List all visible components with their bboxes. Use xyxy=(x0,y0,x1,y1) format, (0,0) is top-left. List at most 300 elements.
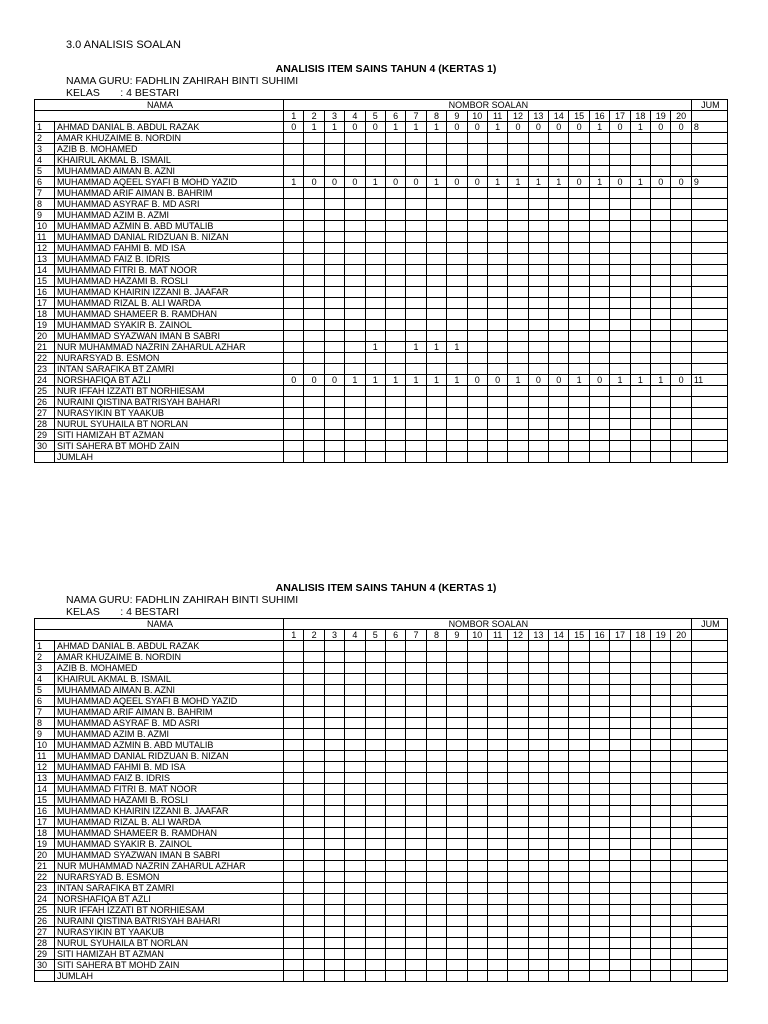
score-cell xyxy=(324,718,344,729)
score-cell xyxy=(589,298,609,309)
score-cell xyxy=(304,916,324,927)
score-cell xyxy=(630,685,650,696)
score-cell xyxy=(671,243,691,254)
score-cell xyxy=(589,861,609,872)
row-number: 15 xyxy=(35,795,55,806)
row-number: 22 xyxy=(35,353,55,364)
score-cell xyxy=(671,419,691,430)
score-cell xyxy=(569,199,589,210)
score-cell xyxy=(284,883,304,894)
score-cell xyxy=(630,740,650,751)
student-row xyxy=(35,773,728,784)
score-cell xyxy=(345,232,365,243)
score-cell xyxy=(508,960,528,971)
score-cell xyxy=(528,652,548,663)
score-cell xyxy=(651,762,671,773)
score-cell xyxy=(671,740,691,751)
score-cell xyxy=(569,353,589,364)
score-cell xyxy=(671,133,691,144)
score-cell xyxy=(508,652,528,663)
student-row xyxy=(35,166,728,177)
score-cell xyxy=(385,960,405,971)
score-cell xyxy=(385,674,405,685)
score-cell xyxy=(284,685,304,696)
score-cell xyxy=(284,861,304,872)
score-cell xyxy=(589,652,609,663)
score-cell xyxy=(671,155,691,166)
score-cell xyxy=(671,276,691,287)
score-cell xyxy=(549,199,569,210)
total-cell xyxy=(691,971,727,982)
score-cell: 0 xyxy=(487,375,507,386)
score-cell xyxy=(426,872,446,883)
score-cell xyxy=(467,331,487,342)
score-cell xyxy=(569,872,589,883)
score-cell xyxy=(610,133,630,144)
student-row xyxy=(35,883,728,894)
score-cell xyxy=(426,817,446,828)
total-cell xyxy=(691,430,727,441)
score-cell xyxy=(284,729,304,740)
score-cell xyxy=(284,254,304,265)
score-cell xyxy=(447,850,467,861)
score-cell xyxy=(324,342,344,353)
question-number: 13 xyxy=(528,630,548,641)
score-cell xyxy=(406,408,426,419)
student-row xyxy=(35,408,728,419)
question-number: 19 xyxy=(651,111,671,122)
score-cell xyxy=(569,331,589,342)
score-cell xyxy=(345,707,365,718)
student-row xyxy=(35,331,728,342)
student-name: MUHAMMAD FAIZ B. IDRIS xyxy=(55,773,284,784)
score-cell xyxy=(671,210,691,221)
score-cell xyxy=(630,762,650,773)
student-name: MUHAMMAD SYAKIR B. ZAINOL xyxy=(55,320,284,331)
score-cell xyxy=(426,320,446,331)
score-cell xyxy=(569,696,589,707)
score-cell xyxy=(569,408,589,419)
score-cell xyxy=(426,221,446,232)
score-cell xyxy=(569,430,589,441)
score-cell xyxy=(284,762,304,773)
score-cell xyxy=(589,254,609,265)
score-cell xyxy=(385,927,405,938)
score-cell xyxy=(345,276,365,287)
student-name: INTAN SARAFIKA BT ZAMRI xyxy=(55,883,284,894)
student-name: MUHAMMAD SHAMEER B. RAMDHAN xyxy=(55,309,284,320)
score-cell xyxy=(345,861,365,872)
total-cell xyxy=(691,828,727,839)
score-cell xyxy=(671,806,691,817)
score-cell xyxy=(671,441,691,452)
score-cell xyxy=(589,817,609,828)
score-cell xyxy=(528,254,548,265)
row-number: 17 xyxy=(35,817,55,828)
score-cell xyxy=(630,221,650,232)
score-cell xyxy=(528,320,548,331)
student-name: AMAR KHUZAIME B. NORDIN xyxy=(55,652,284,663)
score-cell xyxy=(487,419,507,430)
score-cell xyxy=(447,331,467,342)
score-cell xyxy=(304,430,324,441)
student-name: MUHAMMAD AZMIN B. ABD MUTALIB xyxy=(55,740,284,751)
student-row xyxy=(35,397,728,408)
score-cell xyxy=(284,905,304,916)
score-cell xyxy=(487,784,507,795)
score-cell xyxy=(630,386,650,397)
score-cell xyxy=(630,916,650,927)
student-name: AZIB B. MOHAMED xyxy=(55,144,284,155)
score-cell xyxy=(345,960,365,971)
score-cell xyxy=(589,784,609,795)
score-cell xyxy=(589,850,609,861)
score-cell xyxy=(569,960,589,971)
score-cell xyxy=(549,971,569,982)
score-cell xyxy=(467,265,487,276)
student-name: MUHAMMAD SYAKIR B. ZAINOL xyxy=(55,839,284,850)
score-cell xyxy=(385,254,405,265)
score-cell xyxy=(304,949,324,960)
score-cell xyxy=(467,828,487,839)
total-cell xyxy=(691,927,727,938)
score-cell xyxy=(528,773,548,784)
row-number: 29 xyxy=(35,949,55,960)
score-cell xyxy=(284,773,304,784)
score-cell xyxy=(651,916,671,927)
score-cell xyxy=(610,232,630,243)
score-cell xyxy=(284,452,304,463)
score-cell: 0 xyxy=(549,122,569,133)
score-cell xyxy=(385,762,405,773)
score-cell: 1 xyxy=(630,375,650,386)
score-cell xyxy=(487,386,507,397)
score-cell xyxy=(426,441,446,452)
score-cell xyxy=(651,320,671,331)
score-cell xyxy=(508,828,528,839)
score-cell: 0 xyxy=(345,122,365,133)
score-cell xyxy=(671,397,691,408)
total-cell xyxy=(691,916,727,927)
score-cell xyxy=(549,408,569,419)
score-cell xyxy=(671,408,691,419)
score-cell xyxy=(284,243,304,254)
score-cell xyxy=(345,696,365,707)
score-cell xyxy=(508,696,528,707)
student-row xyxy=(35,872,728,883)
score-cell xyxy=(385,773,405,784)
score-cell xyxy=(508,353,528,364)
student-name: NURARSYAD B. ESMON xyxy=(55,353,284,364)
score-cell xyxy=(324,430,344,441)
student-row xyxy=(35,751,728,762)
score-cell xyxy=(671,872,691,883)
score-cell xyxy=(324,243,344,254)
score-cell xyxy=(671,828,691,839)
score-cell xyxy=(569,740,589,751)
score-cell xyxy=(304,729,324,740)
score-cell xyxy=(549,276,569,287)
score-cell xyxy=(345,441,365,452)
score-cell: 0 xyxy=(651,177,671,188)
score-cell xyxy=(589,971,609,982)
score-cell xyxy=(304,144,324,155)
score-cell xyxy=(610,707,630,718)
score-cell xyxy=(528,155,548,166)
student-row xyxy=(35,850,728,861)
score-cell: 1 xyxy=(426,177,446,188)
score-cell xyxy=(671,795,691,806)
score-cell xyxy=(487,927,507,938)
score-cell xyxy=(365,971,385,982)
score-cell xyxy=(467,773,487,784)
student-row xyxy=(35,375,728,386)
score-cell xyxy=(610,287,630,298)
score-cell xyxy=(467,806,487,817)
score-cell xyxy=(569,364,589,375)
empty-cell xyxy=(691,630,727,641)
score-cell xyxy=(467,971,487,982)
score-cell xyxy=(569,133,589,144)
question-number: 8 xyxy=(426,111,446,122)
question-number: 10 xyxy=(467,111,487,122)
student-name: NUR MUHAMMAD NAZRIN ZAHARUL AZHAR xyxy=(55,861,284,872)
score-cell xyxy=(651,883,671,894)
score-cell xyxy=(304,872,324,883)
score-cell xyxy=(651,287,671,298)
score-cell xyxy=(569,663,589,674)
score-cell xyxy=(528,386,548,397)
score-cell xyxy=(549,287,569,298)
student-row xyxy=(35,641,728,652)
score-cell xyxy=(467,309,487,320)
score-cell xyxy=(589,155,609,166)
score-cell xyxy=(651,674,671,685)
score-cell xyxy=(508,430,528,441)
score-cell xyxy=(365,663,385,674)
score-cell xyxy=(426,133,446,144)
score-cell xyxy=(651,155,671,166)
total-cell xyxy=(691,166,727,177)
score-cell xyxy=(345,850,365,861)
score-cell xyxy=(671,331,691,342)
score-cell xyxy=(447,243,467,254)
score-cell xyxy=(671,927,691,938)
score-cell xyxy=(528,795,548,806)
score-cell xyxy=(549,927,569,938)
score-cell xyxy=(365,298,385,309)
row-number: 12 xyxy=(35,243,55,254)
score-cell xyxy=(365,419,385,430)
score-cell xyxy=(569,762,589,773)
score-cell xyxy=(549,320,569,331)
score-cell xyxy=(651,265,671,276)
score-cell xyxy=(447,927,467,938)
score-cell xyxy=(671,430,691,441)
score-cell xyxy=(324,144,344,155)
score-cell xyxy=(671,298,691,309)
score-cell xyxy=(365,751,385,762)
student-name: SITI HAMIZAH BT AZMAN xyxy=(55,430,284,441)
total-cell xyxy=(691,364,727,375)
score-cell xyxy=(365,254,385,265)
score-cell xyxy=(385,971,405,982)
score-cell xyxy=(467,397,487,408)
score-cell xyxy=(385,452,405,463)
score-cell xyxy=(610,243,630,254)
row-number: 24 xyxy=(35,375,55,386)
score-cell xyxy=(589,839,609,850)
score-cell xyxy=(549,751,569,762)
score-cell xyxy=(467,221,487,232)
score-cell xyxy=(426,850,446,861)
row-number: 5 xyxy=(35,166,55,177)
student-name: MUHAMMAD SYAZWAN IMAN B SABRI xyxy=(55,331,284,342)
score-cell xyxy=(651,971,671,982)
score-cell xyxy=(487,408,507,419)
row-number: 14 xyxy=(35,265,55,276)
score-cell xyxy=(569,729,589,740)
score-cell xyxy=(549,729,569,740)
score-cell xyxy=(508,155,528,166)
score-cell xyxy=(447,795,467,806)
score-cell xyxy=(284,663,304,674)
student-row xyxy=(35,342,728,353)
score-cell xyxy=(508,872,528,883)
score-cell xyxy=(671,232,691,243)
score-cell xyxy=(569,916,589,927)
score-cell xyxy=(651,663,671,674)
score-cell xyxy=(528,883,548,894)
score-cell xyxy=(610,949,630,960)
score-cell xyxy=(569,674,589,685)
student-name: INTAN SARAFIKA BT ZAMRI xyxy=(55,364,284,375)
score-cell xyxy=(345,938,365,949)
row-number: 11 xyxy=(35,751,55,762)
score-cell xyxy=(365,696,385,707)
score-cell xyxy=(630,960,650,971)
score-cell xyxy=(406,331,426,342)
score-cell xyxy=(651,718,671,729)
score-cell xyxy=(671,850,691,861)
score-cell xyxy=(324,353,344,364)
row-number: 8 xyxy=(35,199,55,210)
score-cell: 1 xyxy=(487,177,507,188)
score-cell xyxy=(385,342,405,353)
score-cell xyxy=(385,729,405,740)
score-cell xyxy=(447,199,467,210)
score-cell xyxy=(651,740,671,751)
score-cell xyxy=(284,210,304,221)
student-name: MUHAMMAD ASYRAF B. MD ASRI xyxy=(55,718,284,729)
score-cell xyxy=(304,254,324,265)
score-cell xyxy=(508,938,528,949)
total-cell xyxy=(691,707,727,718)
score-cell xyxy=(528,861,548,872)
student-name: MUHAMMAD AZIM B. AZMI xyxy=(55,210,284,221)
student-name: NURUL SYUHAILA BT NORLAN xyxy=(55,419,284,430)
total-cell xyxy=(691,685,727,696)
score-cell xyxy=(630,452,650,463)
score-cell xyxy=(508,674,528,685)
question-number: 3 xyxy=(324,630,344,641)
score-cell xyxy=(487,254,507,265)
score-cell xyxy=(365,784,385,795)
score-cell xyxy=(385,828,405,839)
student-row xyxy=(35,386,728,397)
score-cell xyxy=(385,232,405,243)
score-cell xyxy=(508,916,528,927)
row-number: 29 xyxy=(35,430,55,441)
score-cell xyxy=(426,287,446,298)
score-cell xyxy=(406,133,426,144)
score-cell xyxy=(610,894,630,905)
score-cell xyxy=(345,773,365,784)
student-name: NURASYIKIN BT YAAKUB xyxy=(55,927,284,938)
score-cell xyxy=(467,894,487,905)
score-cell xyxy=(345,751,365,762)
score-cell xyxy=(406,155,426,166)
score-cell xyxy=(447,729,467,740)
score-cell xyxy=(385,210,405,221)
teacher-name-line: NAMA GURU: FADHLIN ZAHIRAH BINTI SUHIMI xyxy=(66,594,299,606)
score-cell xyxy=(528,331,548,342)
student-row xyxy=(35,287,728,298)
score-cell xyxy=(365,938,385,949)
score-cell xyxy=(487,188,507,199)
score-cell xyxy=(284,408,304,419)
score-cell xyxy=(508,883,528,894)
score-cell xyxy=(426,276,446,287)
score-cell xyxy=(549,960,569,971)
score-cell xyxy=(610,828,630,839)
score-cell xyxy=(406,320,426,331)
student-row xyxy=(35,430,728,441)
score-cell xyxy=(651,641,671,652)
score-cell xyxy=(426,166,446,177)
score-cell xyxy=(528,430,548,441)
score-cell xyxy=(324,762,344,773)
score-cell xyxy=(447,971,467,982)
score-cell xyxy=(406,144,426,155)
student-row xyxy=(35,817,728,828)
score-cell xyxy=(467,960,487,971)
score-cell xyxy=(406,938,426,949)
score-cell xyxy=(651,254,671,265)
student-row xyxy=(35,652,728,663)
score-cell xyxy=(528,243,548,254)
score-cell xyxy=(589,641,609,652)
score-cell xyxy=(365,927,385,938)
score-cell xyxy=(589,397,609,408)
score-cell xyxy=(651,276,671,287)
score-cell xyxy=(528,232,548,243)
question-number: 1 xyxy=(284,630,304,641)
score-cell xyxy=(589,894,609,905)
student-name: MUHAMMAD FAHMI B. MD ISA xyxy=(55,243,284,254)
score-cell xyxy=(487,960,507,971)
score-cell xyxy=(284,298,304,309)
score-cell xyxy=(528,894,548,905)
row-number: 10 xyxy=(35,221,55,232)
score-cell: 1 xyxy=(528,177,548,188)
row-number: 23 xyxy=(35,883,55,894)
total-cell xyxy=(691,254,727,265)
score-cell xyxy=(324,221,344,232)
row-number: 5 xyxy=(35,685,55,696)
score-cell xyxy=(284,718,304,729)
score-cell xyxy=(345,971,365,982)
